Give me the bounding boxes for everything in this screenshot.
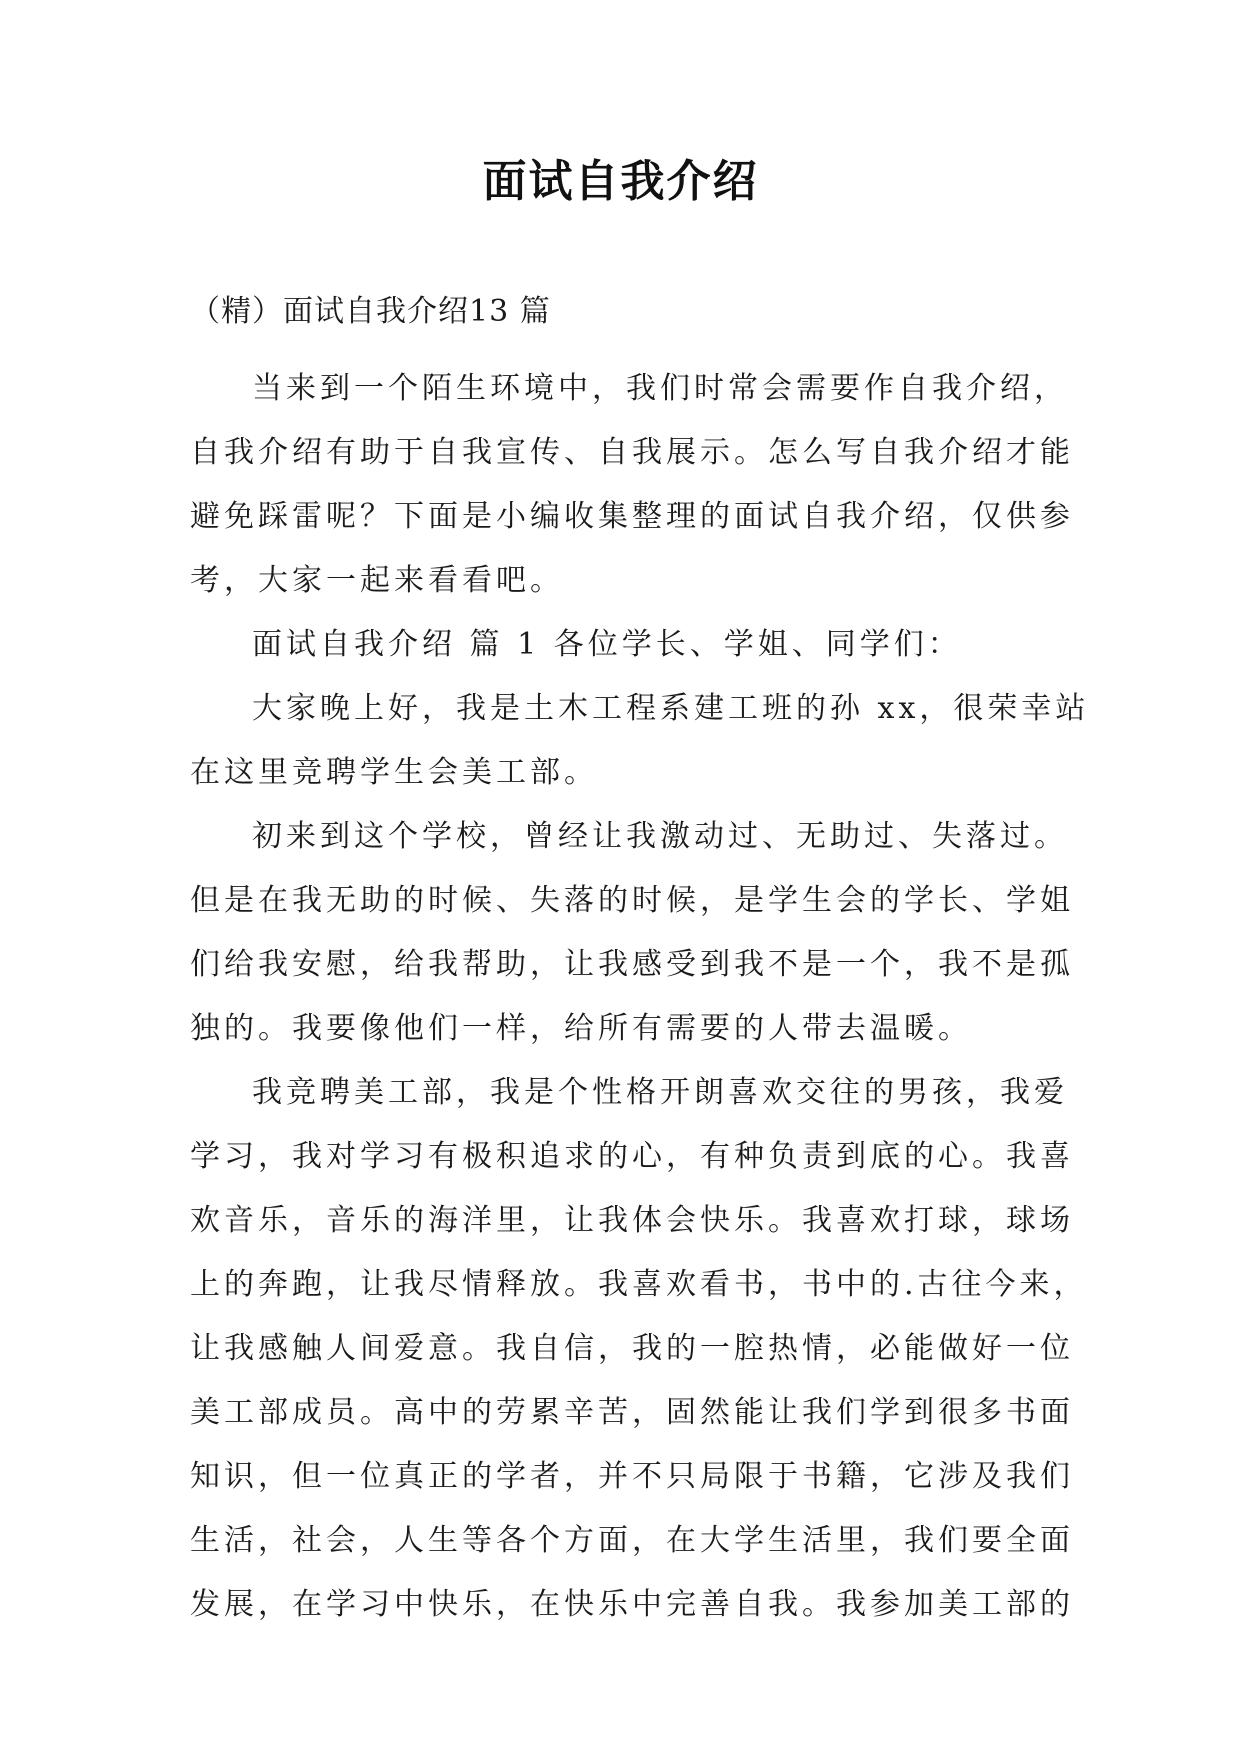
text-line: 欢音乐，音乐的海洋里，让我体会快乐。我喜欢打球，球场 [190, 1203, 1074, 1238]
text-line: 美工部成员。高中的劳累辛苦，固然能让我们学到很多书面 [190, 1395, 1074, 1430]
document-subtitle: （精）面试自我介绍13 篇 [190, 294, 551, 329]
text-line: 大家晚上好，我是土木工程系建工班的孙 xx，很荣幸站 [252, 691, 1090, 726]
text-line: 面试自我介绍 篇 1 各位学长、学姐、同学们： [252, 627, 962, 662]
document-title: 面试自我介绍 [482, 156, 759, 207]
text-line: 在这里竞聘学生会美工部。 [190, 755, 598, 790]
paragraph [190, 677, 1090, 805]
text-line: 独的。我要像他们一样，给所有需要的人带去温暖。 [190, 1011, 972, 1046]
text-line: 们给我安慰，给我帮助，让我感受到我不是一个，我不是孤 [190, 947, 1074, 982]
paragraph [190, 805, 1074, 1061]
text-line: 初来到这个学校，曾经让我激动过、无助过、失落过。 [252, 819, 1068, 854]
text-line: 当来到一个陌生环境中，我们时常会需要作自我介绍， [252, 371, 1068, 406]
text-line: 知识，但一位真正的学者，并不只局限于书籍，它涉及我们 [190, 1459, 1074, 1494]
document-body [190, 357, 1090, 1637]
text-line: 让我感触人间爱意。我自信，我的一腔热情，必能做好一位 [190, 1331, 1074, 1366]
paragraph [190, 1061, 1088, 1637]
text-line: 自我介绍有助于自我宣传、自我展示。怎么写自我介绍才能 [190, 435, 1074, 470]
paragraph [190, 357, 1074, 613]
text-line: 但是在我无助的时候、失落的时候，是学生会的学长、学姐 [190, 883, 1074, 918]
text-line: 避免踩雷呢？下面是小编收集整理的面试自我介绍，仅供参 [190, 499, 1074, 534]
text-line: 我竞聘美工部，我是个性格开朗喜欢交往的男孩，我爱 [252, 1075, 1068, 1110]
paragraph [190, 613, 1060, 677]
text-line: 学习，我对学习有极积追求的心，有种负责到底的心。我喜 [190, 1139, 1074, 1174]
text-line: 考，大家一起来看看吧。 [190, 563, 564, 598]
text-line: 发展，在学习中快乐，在快乐中完善自我。我参加美工部的 [190, 1587, 1074, 1622]
text-line: 生活，社会，人生等各个方面，在大学生活里，我们要全面 [190, 1523, 1074, 1558]
text-line: 上的奔跑，让我尽情释放。我喜欢看书，书中的.古往今来， [190, 1267, 1088, 1302]
